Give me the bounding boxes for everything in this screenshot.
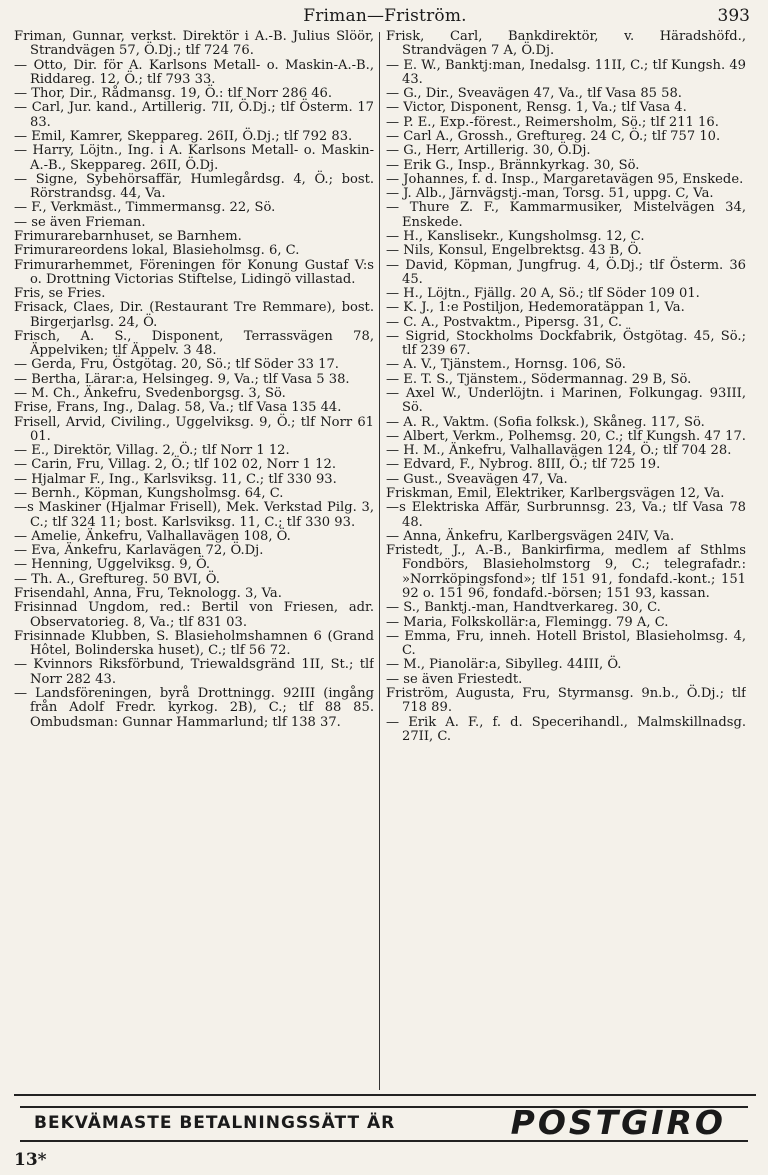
directory-entry: — G., Herr, Artillerig. 30, Ö.Dj.	[386, 143, 591, 159]
directory-entry: Friskman, Emil, Elektriker, Karlbergsvägen 12, Va.	[386, 486, 725, 501]
directory-entry: — Gust., Sveavägen 47, Va.	[386, 471, 568, 487]
running-head: Friman—Friström.	[303, 6, 467, 26]
directory-entry: — Landsföreningen, byrå Drottningg. 92III (ingång från Adolf Fredr. kyrkog. 2B), C.; tlf 88 85. Ombudsman: Gunnar Hammarlund; tlf 138 37.	[14, 685, 374, 730]
directory-entry: — M. Ch., Änkefru, Svedenborgsg. 3, Sö.	[14, 386, 286, 402]
directory-entry: Friström, Augusta, Fru, Styrmansg. 9n.b., Ö.Dj.; tlf 718 89.	[386, 685, 746, 716]
directory-entry: Frisinnad Ungdom, red.: Bertil von Friesen, adr. Observatorieg. 8, Va.; tlf 831 03.	[14, 600, 374, 630]
directory-entry: Fris, se Fries.	[14, 286, 106, 302]
directory-entry: — G., Dir., Sveavägen 47, Va., tlf Vasa 85 58.	[386, 86, 682, 102]
directory-entry: — Emma, Fru, inneh. Hotell Bristol, Blasieholmsg. 4, C.	[386, 628, 746, 659]
directory-entry: Friman, Gunnar, verkst. Direktör i A.-B. Julius Slöör, Strandvägen 57, Ö.Dj.; tlf 724 76.	[14, 30, 374, 59]
directory-entry: Frisell, Arvid, Civiling., Uggelviksg. 9, Ö.; tlf Norr 61 01.	[14, 414, 374, 444]
directory-entry: — M., Pianolär:a, Sibylleg. 44III, Ö.	[386, 657, 622, 673]
column-divider	[379, 32, 380, 1090]
directory-entry: — Kvinnors Riksförbund, Triewaldsgränd 1II, St.; tlf Norr 282 43.	[14, 657, 374, 687]
directory-entry: — Eva, Änkefru, Karlavägen 72, Ö.Dj.	[14, 543, 264, 559]
page-number: 393	[717, 6, 750, 26]
directory-entry: — F., Verkmäst., Timmermansg. 22, Sö.	[14, 200, 276, 216]
directory-entry: — C. A., Postvaktm., Pipersg. 31, C.	[386, 314, 623, 330]
left-column	[14, 30, 374, 1090]
directory-entry: — Anna, Änkefru, Karlbergsvägen 24IV, Va.	[386, 528, 675, 544]
directory-entry: — H. M., Änkefru, Valhallavägen 124, Ö.; tlf 704 28.	[386, 443, 732, 459]
directory-entry: — Johannes, f. d. Insp., Margaretavägen 95, Enskede.	[386, 171, 744, 187]
directory-entry: — A. V., Tjänstem., Hornsg. 106, Sö.	[386, 357, 626, 373]
postgiro-logo: POSTGIRO	[510, 1103, 726, 1142]
directory-entry: — Maria, Folkskollär:a, Flemingg. 79 A, C.	[386, 614, 669, 630]
signature-mark: 13*	[14, 1150, 47, 1170]
directory-entry: Frimurarhemmet, Föreningen för Konung Gustaf V:s o. Drottning Victorias Stiftelse, Lidingö villastad.	[14, 257, 374, 287]
directory-entry: — P. E., Exp.-förest., Reimersholm, Sö.; tlf 211 16.	[386, 114, 719, 130]
directory-entry: Fristedt, J., A.-B., Bankirfirma, medlem af Sthlms Fondbörs, Blasieholmstorg 9, C.; telegrafadr.: »Norrköpingsfond»; tlf 151 91, fondafd.-kont.; 151 92 o. 151 96, fondafd.-börsen; 151 93, kassan.	[386, 543, 746, 601]
right-column	[386, 30, 746, 1090]
directory-entry: — Signe, Sybehörsaffär, Humlegårdsg. 4, Ö.; bost. Rörstrandsg. 44, Va.	[14, 171, 374, 202]
page-header	[14, 4, 756, 30]
directory-entry: Frimurarebarnhuset, se Barnhem.	[14, 228, 242, 244]
directory-entry: — David, Köpman, Jungfrug. 4, Ö.Dj.; tlf Österm. 36 45.	[386, 257, 746, 287]
directory-entry: — Victor, Disponent, Rensg. 1, Va.; tlf Vasa 4.	[386, 100, 687, 116]
directory-entry: Frisendahl, Anna, Fru, Teknologg. 3, Va.	[14, 585, 282, 601]
directory-entry: — E., Direktör, Villag. 2, Ö.; tlf Norr 1 12.	[14, 443, 290, 459]
directory-entry: — Thor, Dir., Rådmansg. 19, Ö.: tlf Norr 286 46.	[14, 86, 333, 102]
directory-entry: — Bertha, Lärar:a, Helsingeg. 9, Va.; tlf Vasa 5 38.	[14, 371, 350, 387]
directory-entry: — Harry, Löjtn., Ing. i A. Karlsons Metall- o. Maskin-A.-B., Skeppareg. 26II, Ö.Dj.	[14, 143, 374, 173]
directory-page	[14, 0, 756, 1175]
advertisement-banner	[14, 1100, 756, 1144]
directory-entry: — S., Banktj.-man, Handtverkareg. 30, C.	[386, 600, 661, 616]
banner-slogan: BEKVÄMASTE BETALNINGSSÄTT ÄR	[34, 1113, 396, 1133]
directory-columns	[14, 30, 756, 1090]
directory-entry: — Sigrid, Stockholms Dockfabrik, Östgötag. 45, Sö.; tlf 239 67.	[386, 328, 746, 359]
directory-entry: — se även Frieman.	[14, 214, 146, 230]
directory-entry: — Gerda, Fru, Östgötag. 20, Sö.; tlf Söder 33 17.	[14, 357, 339, 373]
directory-entry: — Henning, Uggelviksg. 9, Ö.	[14, 557, 211, 573]
footer-rule	[14, 1094, 756, 1096]
directory-entry: Frimurareordens lokal, Blasieholmsg. 6, C.	[14, 243, 300, 259]
directory-entry: — Hjalmar F., Ing., Karlsviksg. 11, C.; tlf 330 93.	[14, 471, 337, 487]
directory-entry: — Bernh., Köpman, Kungsholmsg. 64, C.	[14, 486, 284, 501]
directory-entry: — H., Kanslisekr., Kungsholmsg. 12, C.	[386, 228, 645, 244]
directory-entry: — K. J., 1:e Postiljon, Hedemoratäppan 1, Va.	[386, 300, 685, 316]
directory-entry: — E. T. S., Tjänstem., Södermannag. 29 B, Sö.	[386, 371, 692, 387]
directory-entry: — A. R., Vaktm. (Sofia folksk.), Skåneg. 117, Sö.	[386, 414, 705, 430]
directory-entry: —s Maskiner (Hjalmar Frisell), Mek. Verkstad Pilg. 3, C.; tlf 324 11; bost. Karlsviksg. 11, C.; tlf 330 93.	[14, 500, 374, 530]
directory-entry: — Edvard, F., Nybrog. 8III, Ö.; tlf 725 19.	[386, 457, 661, 473]
directory-entry: — Nils, Konsul, Engelbrektsg. 43 B, Ö.	[386, 243, 642, 259]
directory-entry: Frisk, Carl, Bankdirektör, v. Häradshöfd., Strandvägen 7 A, Ö.Dj.	[386, 30, 746, 59]
directory-entry: — Otto, Dir. för A. Karlsons Metall- o. Maskin-A.-B., Riddareg. 12, Ö.; tlf 793 33.	[14, 57, 374, 87]
directory-entry: Frise, Frans, Ing., Dalag. 58, Va.; tlf Vasa 135 44.	[14, 400, 342, 416]
directory-entry: — Erik A. F., f. d. Specerihandl., Malmskillnadsg. 27II, C.	[386, 714, 746, 744]
directory-entry: — Th. A., Greftureg. 50 BVI, Ö.	[14, 571, 220, 587]
directory-entry: — Albert, Verkm., Polhemsg. 20, C.; tlf Kungsh. 47 17.	[386, 428, 746, 444]
directory-entry: Frisch, A. S., Disponent, Terrassvägen 78, Äppelviken; tlf Äppelv. 3 48.	[14, 328, 374, 359]
directory-entry: Frisack, Claes, Dir. (Restaurant Tre Remmare), bost. Birgerjarlsg. 24, Ö.	[14, 300, 374, 330]
directory-entry: — E. W., Banktj:man, Inedalsg. 11II, C.; tlf Kungsh. 49 43.	[386, 57, 746, 87]
directory-entry: — Carin, Fru, Villag. 2, Ö.; tlf 102 02, Norr 1 12.	[14, 457, 336, 473]
directory-entry: — Carl A., Grossh., Greftureg. 24 C, Ö.; tlf 757 10.	[386, 128, 721, 144]
directory-entry: — Axel W., Underlöjtn. i Marinen, Folkungag. 93III, Sö.	[386, 386, 746, 416]
directory-entry: — Thure Z. F., Kammarmusiker, Mistelvägen 34, Enskede.	[386, 200, 746, 230]
directory-entry: — se även Friestedt.	[386, 671, 523, 687]
directory-entry: —s Elektriska Affär, Surbrunnsg. 23, Va.; tlf Vasa 78 48.	[386, 500, 746, 530]
directory-entry: — Emil, Kamrer, Skeppareg. 26II, Ö.Dj.; tlf 792 83.	[14, 128, 353, 144]
directory-entry: — Erik G., Insp., Brännkyrkag. 30, Sö.	[386, 157, 640, 173]
directory-entry: — Amelie, Änkefru, Valhallavägen 108, Ö.	[14, 528, 291, 544]
directory-entry: — Carl, Jur. kand., Artillerig. 7II, Ö.Dj.; tlf Österm. 17 83.	[14, 100, 374, 130]
directory-entry: Frisinnade Klubben, S. Blasieholmshamnen 6 (Grand Hôtel, Bolinderska huset), C.; tlf 56 72.	[14, 628, 374, 659]
directory-entry: — J. Alb., Järnvägstj.-man, Torsg. 51, uppg. C, Va.	[386, 186, 714, 202]
directory-entry: — H., Löjtn., Fjällg. 20 A, Sö.; tlf Söder 109 01.	[386, 286, 700, 302]
